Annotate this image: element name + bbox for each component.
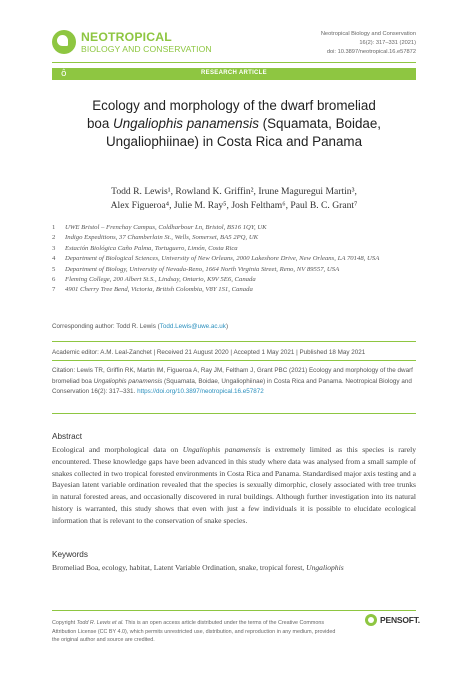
header-divider bbox=[52, 62, 416, 63]
editorial-dates: Academic editor: A.M. Leal-Zanchet | Received 21 August 2020 | Accepted 1 May 2021 | Published 18 May 2021 bbox=[52, 349, 366, 356]
publisher-name: PENSOFT. bbox=[380, 615, 420, 625]
divider bbox=[52, 413, 416, 414]
affiliation-list bbox=[52, 223, 416, 296]
footer-divider bbox=[52, 610, 416, 611]
author-line: Alex Figueroa⁴, Julie M. Ray⁵, Josh Feltham⁶, Paul B. C. Grant⁷ bbox=[110, 199, 358, 211]
affiliation-item: 2 Indigo Expeditions, 37 Chamberlain St., Wells, Somerset, BA5 2PQ, UK bbox=[52, 234, 259, 242]
divider bbox=[52, 341, 416, 342]
logo-title: NEOTROPICAL bbox=[81, 29, 172, 44]
abstract-heading: Abstract bbox=[52, 432, 83, 441]
journal-doi[interactable]: doi: 10.3897/neotropical.16.e57872 bbox=[326, 48, 416, 55]
journal-logo-icon bbox=[52, 30, 76, 54]
corresponding-author: Corresponding author: Todd R. Lewis (Todd.Lewis@uwe.ac.uk) bbox=[52, 323, 229, 330]
copyright-notice: Copyright Todd R. Lewis et al. This is an open access article distributed under the terms of the Creative Commons Attribution License (CC BY 4.0), which permits unrestricted use, distribution, and reproduction in any medium, provided the original author and source are credited. bbox=[52, 620, 336, 643]
abstract-body: Ecological and morphological data on Ungaliophis panamensis is extremely limited as this species is rarely encountered. These knowledge gaps have been advanced in this study where data was analysed from a small sample of snakes collected in two tropical forested environments in Costa Rica and Panama. Standardised major axis testing and a Bayesian latent variable ordination revealed that the species is sexually dimorphic, closely associated with tree trunks in natural forested areas, and occasionally discovered in rural buildings. Although further investigation into its natural history is warranted, this study shows that even with just a few individuals it is possible to elucidate ecological information that is relevant to the conservation of snake species. bbox=[52, 445, 416, 525]
divider bbox=[52, 360, 416, 361]
journal-meta bbox=[321, 30, 416, 56]
corresponding-email-link[interactable]: Todd.Lewis@uwe.ac.uk bbox=[159, 323, 226, 330]
journal-volume: 16(2): 317–331 (2021) bbox=[359, 39, 416, 46]
article-type-bar bbox=[52, 68, 416, 80]
title-species: Ungaliophis panamensis bbox=[113, 116, 259, 131]
logo-subtitle: BIOLOGY AND CONSERVATION bbox=[81, 43, 212, 54]
keywords-list: Bromeliad Boa, ecology, habitat, Latent Variable Ordination, snake, tropical forest, Ungaliophis bbox=[52, 563, 344, 572]
affiliation-item: 6 Fleming College, 200 Albert St.S., Lindsay, Ontario, K9V 5E6, Canada bbox=[52, 276, 256, 284]
open-access-icon: ô bbox=[61, 69, 67, 79]
affiliation-item: 7 4901 Cherry Tree Bend, Victoria, British Colombia, V8Y 1S1, Canada bbox=[52, 286, 253, 294]
author-list bbox=[52, 185, 416, 213]
citation-doi-link[interactable]: https://doi.org/10.3897/neotropical.16.e57872 bbox=[137, 388, 264, 395]
publisher-logo-icon bbox=[365, 614, 377, 626]
article-title: Ecology and morphology of the dwarf bromeliad boa Ungaliophis panamensis (Squamata, Boidae, Ungaliophiinae) in Costa Rica and Panama bbox=[86, 98, 382, 149]
affiliation-item: 1 UWE Bristol – Frenchay Campus, Coldharbour Ln, Bristol, BS16 1QY, UK bbox=[52, 224, 267, 231]
citation: Citation: Lewis TR, Griffin RK, Martin IM, Figueroa A, Ray JM, Feltham J, Grant PBC (2021) Ecology and morphology of the dwarf bromeliad boa Ungaliophis panamensis (Squamata, Boidae, Ungaliophiinae) in Costa Rica and Panama. Neotropical Biology and Conservation 16(2): 317–331. https://doi.org/10.3897/neotropical.16.e57872 bbox=[52, 367, 413, 395]
affiliation-item: 3 Estación Biológica Caño Palma, Tortuguero, Limón, Costa Rica bbox=[52, 244, 238, 252]
journal-name: Neotropical Biology and Conservation bbox=[320, 31, 416, 37]
keywords-heading: Keywords bbox=[52, 550, 88, 559]
publisher-logo[interactable] bbox=[365, 614, 420, 626]
affiliation-item: 5 Department of Biology, University of Nevada-Reno, 1664 North Virginia Street, Reno, NV 89557, USA bbox=[52, 265, 340, 273]
author-line: Todd R. Lewis¹, Rowland K. Griffin², Irune Maguregui Martin³, bbox=[111, 186, 357, 197]
article-type-label: RESEARCH ARTICLE bbox=[201, 70, 267, 76]
journal-logo[interactable] bbox=[52, 30, 212, 54]
affiliation-item: 4 Department of Biological Sciences, University of New Orleans, 2000 Lakeshore Drive, New Orleans, LA 70148, USA bbox=[52, 255, 380, 263]
